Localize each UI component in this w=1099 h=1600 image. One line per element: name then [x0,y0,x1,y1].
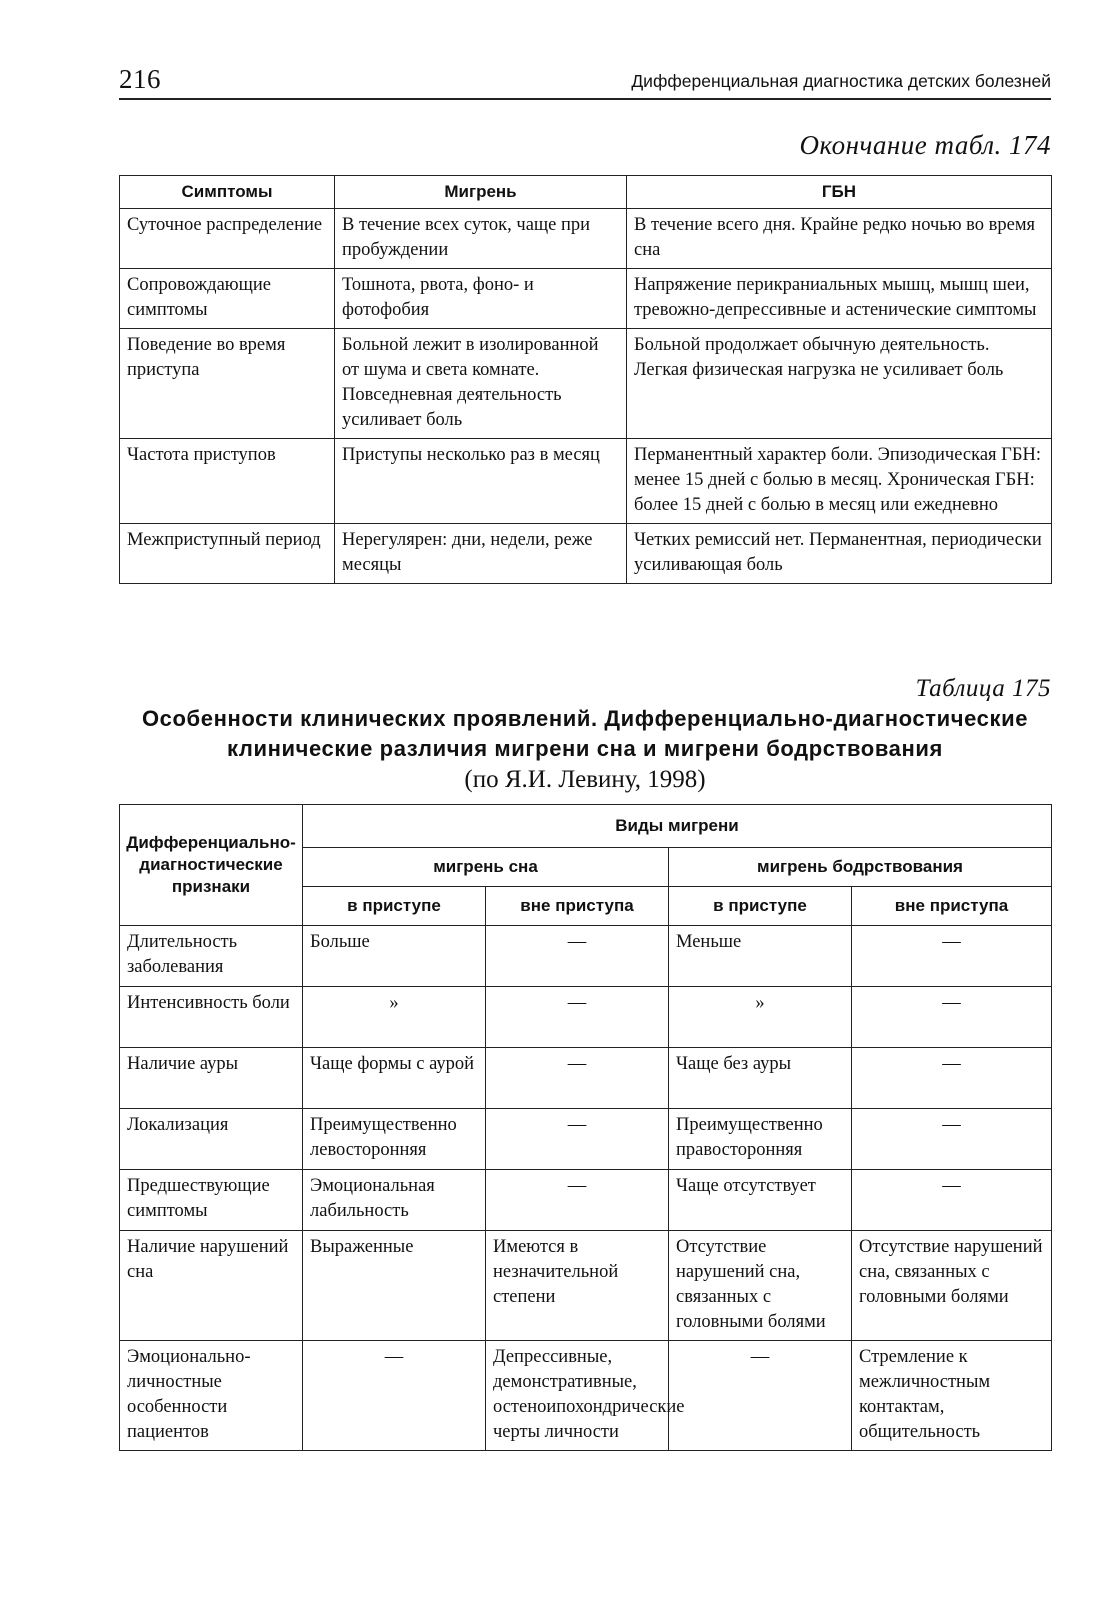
column-header-tth: ГБН [627,176,1052,209]
table-row [120,1341,1052,1451]
table-cell: Наличие ауры [120,1048,303,1109]
table-cell: Больной продолжает обычную деятельность. Легкая физическая нагрузка не усиливает боль [627,329,1052,439]
table-cell: Преимущественно правосторонняя [669,1109,852,1170]
column-header-wake-migraine: мигрень бодрствования [669,848,1052,887]
table-cell: Интенсивность боли [120,987,303,1048]
table-row [120,1231,1052,1341]
column-header-sleep-out-attack: вне приступа [486,887,669,926]
table-row [120,1048,1052,1109]
table-cell: Сопровождающие симптомы [120,269,335,329]
table-cell: Поведение во время приступа [120,329,335,439]
table-cell: Межприступный период [120,524,335,584]
running-head: Дифференциальная диагностика детских болезней [631,71,1051,91]
table-cell: — [486,1109,669,1170]
table-cell: Стремление к межличностным контактам, общительность [852,1341,1052,1451]
table-row [120,209,1052,269]
table-cell: Выраженные [303,1231,486,1341]
table-cell: Суточное распределение [120,209,335,269]
table-cell: Преимущественно левосторонняя [303,1109,486,1170]
table-cell: Чаще без ауры [669,1048,852,1109]
table-cell: Больше [303,926,486,987]
table-cell: Депрессивные, демонстративные, остеноипохондрические черты личности [486,1341,669,1451]
table-cell: Перманентный характер боли. Эпизодическая ГБН: менее 15 дней с болью в месяц. Хроническая ГБН: более 15 дней с болью в месяц или ежедневно [627,439,1052,524]
page-number: 216 [119,64,161,94]
table-cell: Чаще отсутствует [669,1170,852,1231]
table-cell: Локализация [120,1109,303,1170]
column-header-signs: Дифференциально-диагностические признаки [120,805,303,926]
table-cell: — [303,1341,486,1451]
table-cell: Нерегулярен: дни, недели, реже месяцы [335,524,627,584]
table-cell: — [486,926,669,987]
table-row [120,987,1052,1048]
table-row [120,926,1052,987]
table-cell: — [669,1341,852,1451]
table-cell: Отсутствие нарушений сна, связанных с головными болями [852,1231,1052,1341]
table-cell: Наличие нарушений сна [120,1231,303,1341]
table-cell: Отсутствие нарушений сна, связанных с головными болями [669,1231,852,1341]
column-header-migraine: Мигрень [335,176,627,209]
table-cell: Приступы несколько раз в месяц [335,439,627,524]
table-cell: Предшествующие симптомы [120,1170,303,1231]
table-175-source: (по Я.И. Левину, 1998) [464,766,706,793]
table-cell: — [852,1048,1052,1109]
table-cell: В течение всех суток, чаще при пробуждении [335,209,627,269]
page-header [119,62,1051,100]
table-cell: » [303,987,486,1048]
table-row [120,269,1052,329]
table-175-title: Особенности клинических проявлений. Дифференциально-диагностические клинические различия мигрени сна и мигрени бодрствования [141,706,1029,761]
table-cell: — [486,1170,669,1231]
table-cell: В течение всего дня. Крайне редко ночью во время сна [627,209,1052,269]
table-cell: Частота приступов [120,439,335,524]
table-row [120,329,1052,439]
table-cell: Четких ремиссий нет. Перманентная, периодически усиливающая боль [627,524,1052,584]
table-cell: » [669,987,852,1048]
table-cell: — [486,987,669,1048]
column-header-sleep-in-attack: в приступе [303,887,486,926]
table-row [120,439,1052,524]
table-cell: Длительность заболевания [120,926,303,987]
table-cell: Больной лежит в изолированной от шума и света комнате. Повседневная деятельность усиливает боль [335,329,627,439]
table-cell: — [486,1048,669,1109]
table-174-continuation-label: Окончание табл. 174 [799,130,1051,160]
column-header-migraine-types: Виды мигрени [303,805,1052,848]
column-header-symptoms: Симптомы [120,176,335,209]
table-cell: Тошнота, рвота, фоно- и фотофобия [335,269,627,329]
table-header-row [120,805,1052,848]
table-cell: Имеются в незначительной степени [486,1231,669,1341]
table-header-row [120,176,1052,209]
table-175 [119,804,1052,1451]
table-174 [119,175,1052,584]
table-row [120,1109,1052,1170]
table-cell: — [852,926,1052,987]
column-header-sleep-migraine: мигрень сна [303,848,669,887]
table-cell: Эмоциональная лабильность [303,1170,486,1231]
table-cell: Напряжение перикраниальных мышц, мышц шеи, тревожно-депрессивные и астенические симптомы [627,269,1052,329]
table-cell: Эмоционально-личностные особенности пациентов [120,1341,303,1451]
table-cell: — [852,1109,1052,1170]
table-row [120,1170,1052,1231]
column-header-wake-in-attack: в приступе [669,887,852,926]
table-row [120,524,1052,584]
table-175-label: Таблица 175 [915,675,1051,702]
table-cell: — [852,987,1052,1048]
table-cell: Чаще формы с аурой [303,1048,486,1109]
column-header-wake-out-attack: вне приступа [852,887,1052,926]
table-cell: — [852,1170,1052,1231]
table-cell: Меньше [669,926,852,987]
